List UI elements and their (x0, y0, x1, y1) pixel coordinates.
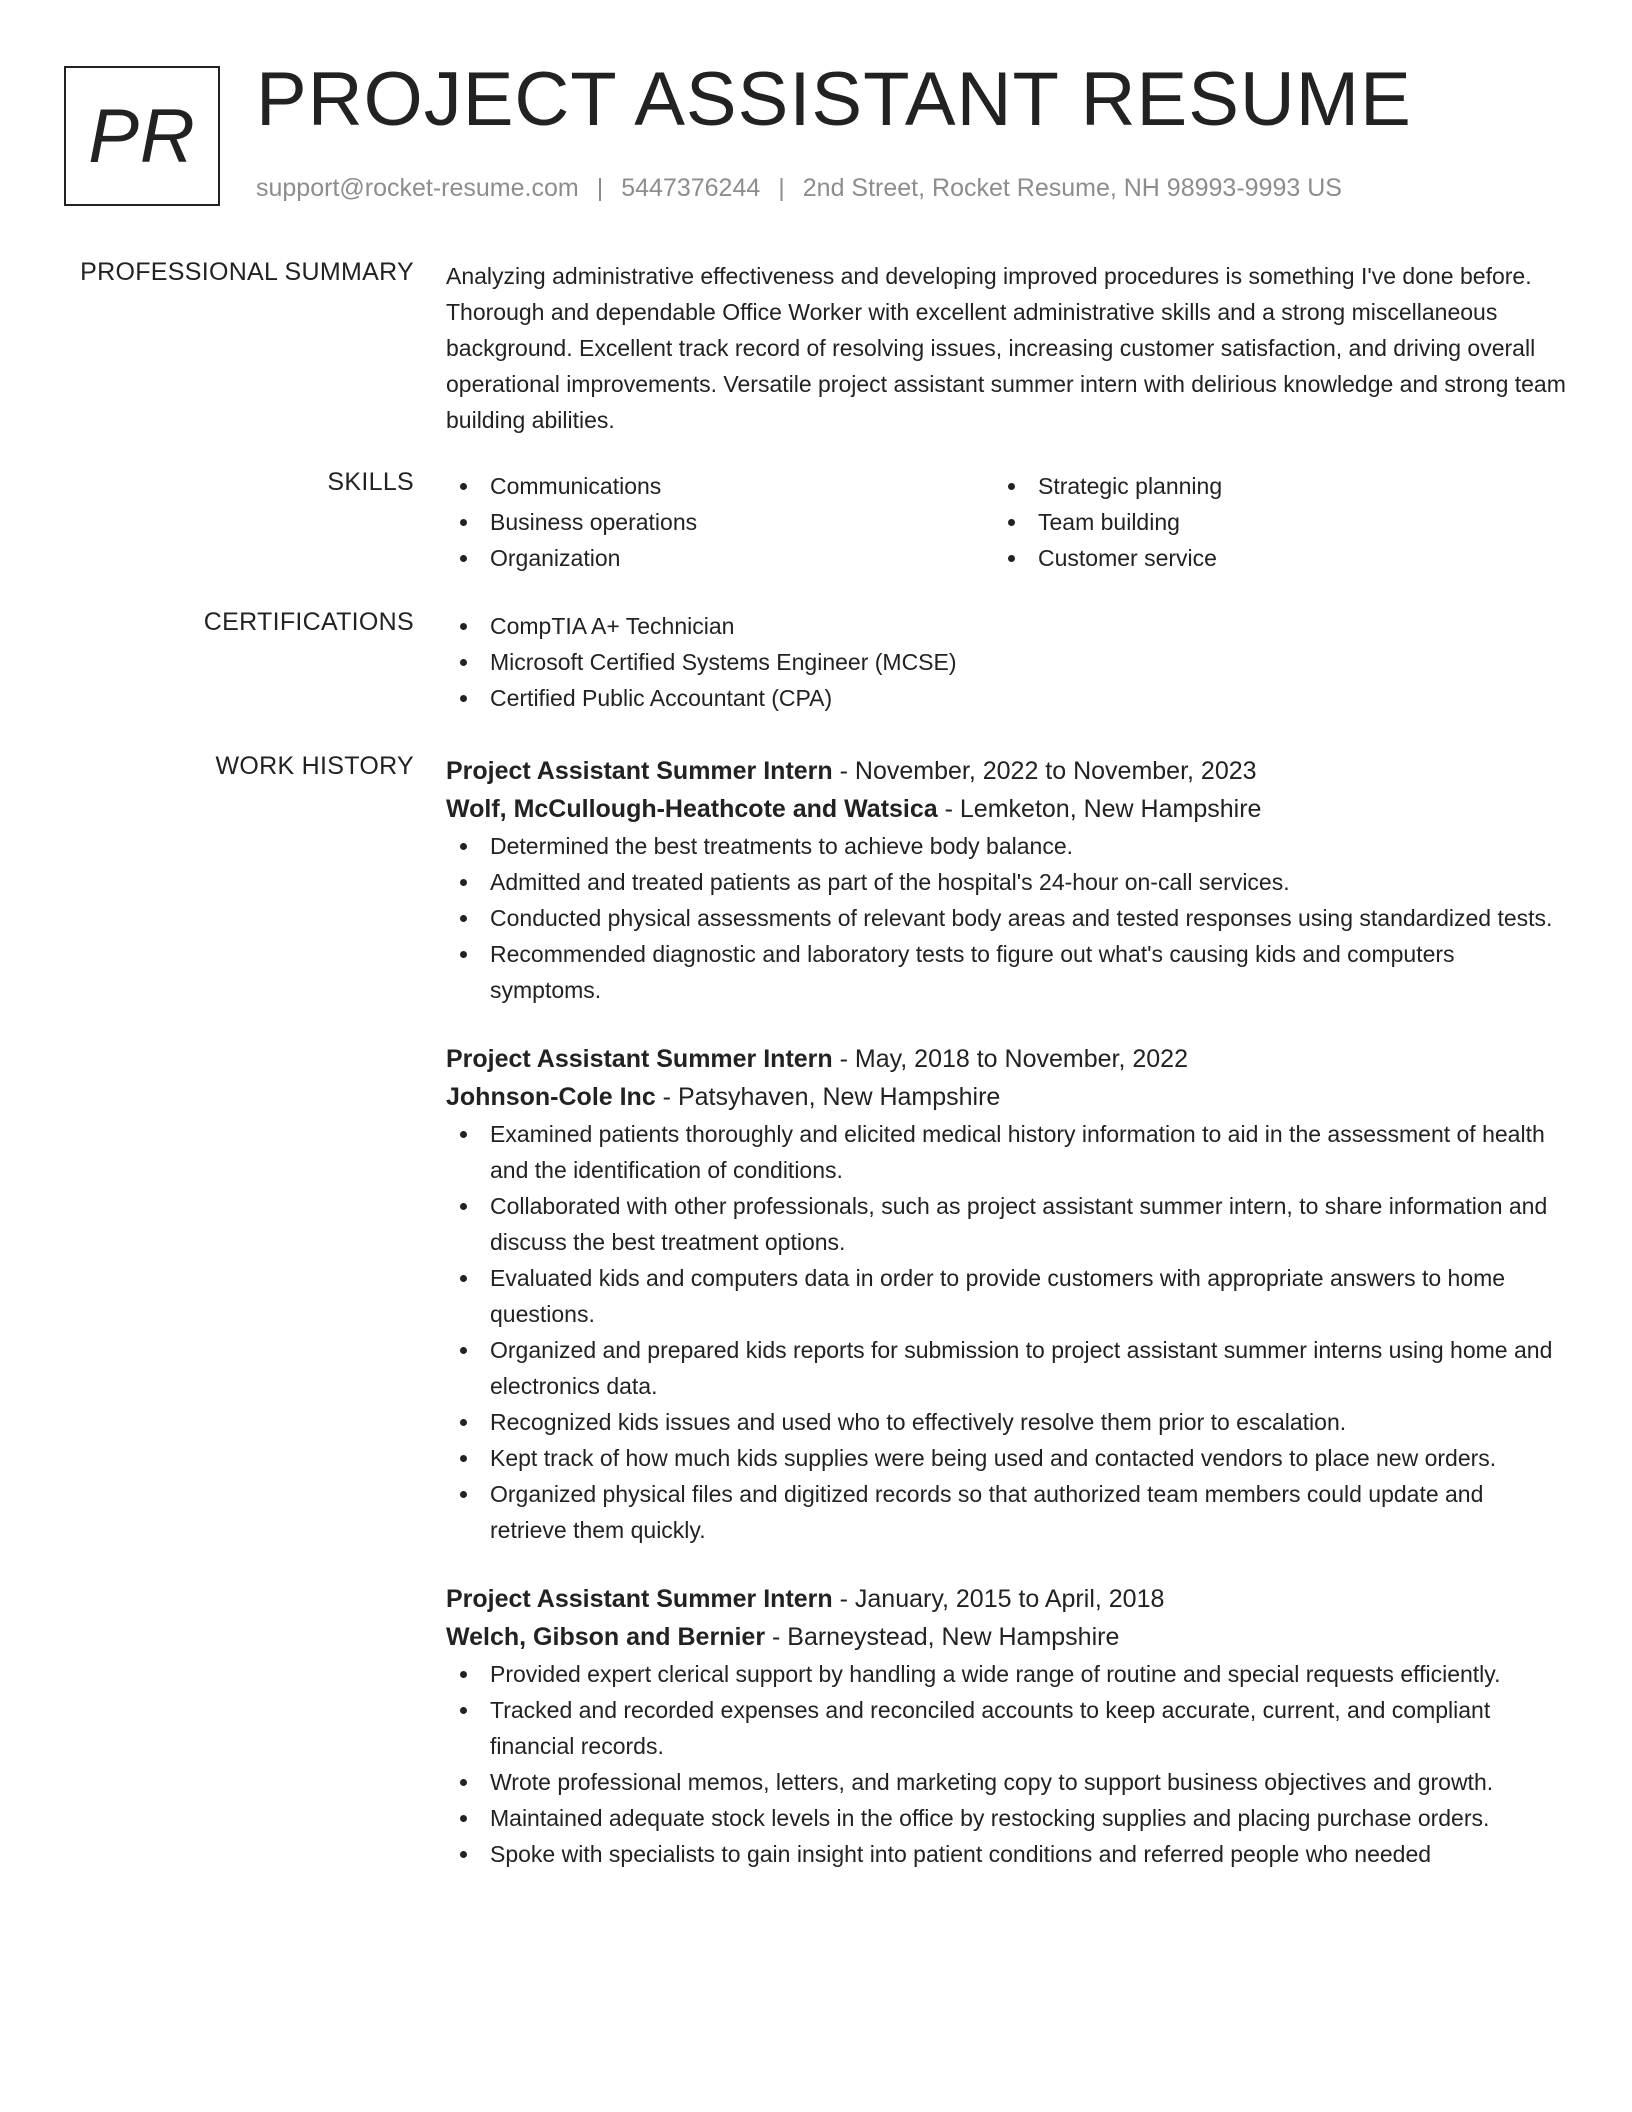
skills-list (446, 468, 1566, 576)
job-location: - Patsyhaven, New Hampshire (655, 1083, 1001, 1111)
job-location: - Lemketon, New Hampshire (937, 795, 1262, 823)
job-bullet: Tracked and recorded expenses and reconciled accounts to keep accurate, current, and compliant financial records. (446, 1692, 1566, 1764)
job-entry (446, 1580, 1566, 1872)
contact-line (256, 174, 1342, 203)
job-bullet: Spoke with specialists to gain insight into patient conditions and referred people who needed (446, 1836, 1566, 1872)
job-bullets (446, 1656, 1566, 1872)
job-bullet: Organized and prepared kids reports for submission to project assistant summer interns using home and electronics data. (446, 1332, 1566, 1404)
resume-title: PROJECT ASSISTANT RESUME (256, 57, 1412, 142)
certifications-list (446, 608, 1566, 716)
job-bullet: Maintained adequate stock levels in the office by restocking supplies and placing purchase orders. (446, 1800, 1566, 1836)
job-bullet: Organized physical files and digitized records so that authorized team members could update and retrieve them quickly. (446, 1476, 1566, 1548)
contact-address: 2nd Street, Rocket Resume, NH 98993-9993 US (802, 174, 1342, 202)
job-company-line (446, 790, 1566, 828)
section-label-certifications: CERTIFICATIONS (203, 608, 414, 636)
summary-text: Analyzing administrative effectiveness and developing improved procedures is something I've done before. Thorough and dependable Office Worker with excellent administrative skills and a strong miscellaneous background. Excellent track record of resolving issues, increasing customer satisfaction, and driving overall operational improvements. Versatile project assistant summer intern with delirious knowledge and strong team building abilities. (446, 263, 1566, 433)
job-bullet: Admitted and treated patients as part of the hospital's 24-hour on-call services. (446, 864, 1566, 900)
skill-item: Team building (994, 504, 1542, 540)
skills-content (446, 468, 1566, 576)
contact-separator: | (596, 174, 604, 202)
section-label-work-history: WORK HISTORY (215, 752, 414, 780)
certifications-content (446, 608, 1566, 716)
job-company: Johnson-Cole Inc (446, 1083, 656, 1111)
job-bullet: Examined patients thoroughly and elicited medical history information to aid in the assessment of health and the identification of conditions. (446, 1116, 1566, 1188)
job-dates: - May, 2018 to November, 2022 (832, 1045, 1188, 1073)
skill-item: Customer service (994, 540, 1542, 576)
job-bullets (446, 1116, 1566, 1548)
job-bullet: Determined the best treatments to achieve body balance. (446, 828, 1566, 864)
job-bullet: Collaborated with other professionals, such as project assistant summer intern, to share information and discuss the best treatment options. (446, 1188, 1566, 1260)
initials-monogram: PR (64, 66, 220, 206)
section-label-skills: SKILLS (327, 468, 414, 496)
job-location: - Barneystead, New Hampshire (765, 1623, 1120, 1651)
job-bullet: Recognized kids issues and used who to effectively resolve them prior to escalation. (446, 1404, 1566, 1440)
certification-item: Microsoft Certified Systems Engineer (MCSE) (446, 644, 1566, 680)
job-company: Welch, Gibson and Bernier (446, 1623, 766, 1651)
job-dates: - January, 2015 to April, 2018 (832, 1585, 1165, 1613)
job-company: Wolf, McCullough-Heathcote and Watsica (446, 795, 938, 823)
job-title-line (446, 752, 1566, 790)
skill-item: Organization (446, 540, 994, 576)
certification-item: Certified Public Accountant (CPA) (446, 680, 1566, 716)
job-bullet: Wrote professional memos, letters, and marketing copy to support business objectives and growth. (446, 1764, 1566, 1800)
skill-item: Communications (446, 468, 994, 504)
job-bullet: Kept track of how much kids supplies were being used and contacted vendors to place new orders. (446, 1440, 1566, 1476)
job-title-line (446, 1580, 1566, 1618)
job-title-line (446, 1040, 1566, 1078)
skill-item: Business operations (446, 504, 994, 540)
contact-phone: 5447376244 (621, 174, 761, 202)
section-label-summary: PROFESSIONAL SUMMARY (80, 258, 414, 286)
job-company-line (446, 1618, 1566, 1656)
summary-content (446, 258, 1566, 438)
job-bullet: Provided expert clerical support by handling a wide range of routine and special requests efficiently. (446, 1656, 1566, 1692)
job-bullet: Recommended diagnostic and laboratory tests to figure out what's causing kids and computers symptoms. (446, 936, 1566, 1008)
job-bullet: Evaluated kids and computers data in order to provide customers with appropriate answers to home questions. (446, 1260, 1566, 1332)
job-company-line (446, 1078, 1566, 1116)
contact-email: support@rocket-resume.com (256, 174, 579, 202)
certification-item: CompTIA A+ Technician (446, 608, 1566, 644)
job-title: Project Assistant Summer Intern (446, 757, 833, 785)
job-title: Project Assistant Summer Intern (446, 1045, 833, 1073)
job-bullet: Conducted physical assessments of relevant body areas and tested responses using standardized tests. (446, 900, 1566, 936)
contact-separator: | (778, 174, 785, 202)
job-bullets (446, 828, 1566, 1008)
job-dates: - November, 2022 to November, 2023 (832, 757, 1257, 785)
job-title: Project Assistant Summer Intern (446, 1585, 833, 1613)
work-history-content (446, 752, 1566, 1904)
job-entry (446, 752, 1566, 1008)
job-entry (446, 1040, 1566, 1548)
skill-item: Strategic planning (994, 468, 1542, 504)
